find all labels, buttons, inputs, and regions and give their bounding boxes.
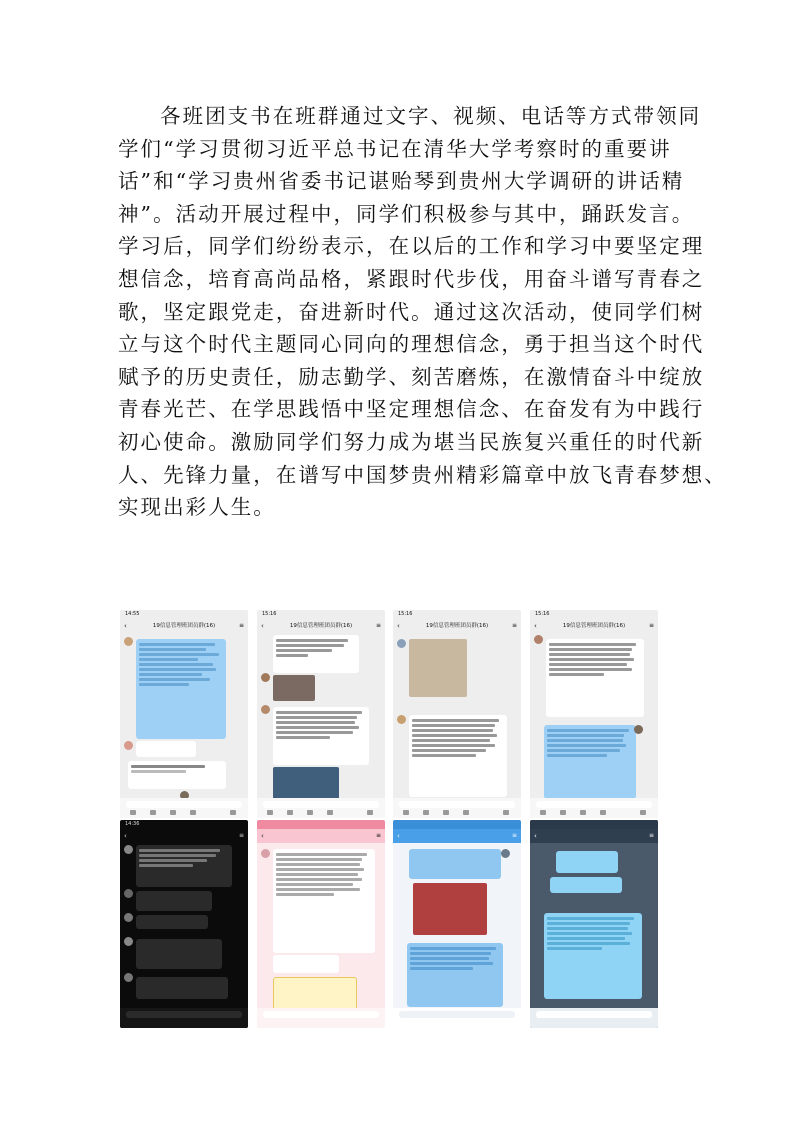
input-bar — [393, 798, 521, 818]
avatar — [124, 973, 133, 982]
paragraph-line: 人、先锋力量，在谱写中国梦贵州精彩篇章中放飞青春梦想、 — [118, 462, 727, 487]
status-bar — [530, 820, 658, 829]
avatar — [124, 637, 133, 646]
chat-bubble — [546, 639, 644, 717]
input-bar — [393, 1008, 521, 1028]
chat-bubble — [136, 639, 226, 739]
emoji-icon[interactable] — [190, 810, 196, 815]
image-icon[interactable] — [287, 810, 293, 815]
chat-bubble — [128, 761, 226, 789]
avatar — [634, 725, 643, 734]
avatar — [261, 673, 270, 682]
chat-body — [393, 633, 521, 798]
avatar — [124, 741, 133, 750]
message-input[interactable] — [263, 801, 379, 808]
avatar — [261, 849, 270, 858]
voice-icon[interactable] — [540, 810, 546, 815]
camera-icon[interactable] — [307, 810, 313, 815]
chat-title-bar — [257, 829, 385, 843]
menu-icon[interactable]: ≡ — [238, 832, 244, 839]
chat-bubble — [273, 635, 359, 673]
paragraph-line: 歌，坚定跟党走，奋进新时代。通过这次活动，使同学们树 — [118, 299, 705, 324]
status-time: 15:16 — [398, 611, 413, 617]
chat-bubble — [136, 845, 232, 887]
image-icon[interactable] — [150, 810, 156, 815]
news-photo — [273, 675, 315, 701]
body-paragraph — [118, 100, 727, 524]
emoji-icon[interactable] — [600, 810, 606, 815]
avatar — [124, 937, 133, 946]
more-icon[interactable] — [230, 810, 236, 815]
back-arrow-icon[interactable]: ‹ — [261, 622, 264, 630]
chat-title-bar — [120, 829, 248, 843]
avatar — [261, 705, 270, 714]
avatar — [124, 845, 133, 854]
message-input[interactable] — [126, 1011, 242, 1018]
chat-bubble — [136, 741, 196, 757]
chat-title: 19信息管理班团员群(16) — [289, 623, 353, 629]
status-time: 15:16 — [262, 611, 277, 617]
chat-title-bar — [257, 619, 385, 633]
status-time: 14:55 — [125, 611, 140, 617]
chat-screenshot-4 — [530, 610, 658, 818]
chat-title-bar — [120, 619, 248, 633]
camera-icon[interactable] — [443, 810, 449, 815]
voice-icon[interactable] — [403, 810, 409, 815]
back-arrow-icon[interactable]: ‹ — [124, 622, 127, 630]
chat-title-bar — [530, 619, 658, 633]
message-input[interactable] — [536, 801, 652, 808]
chat-screenshot-3 — [393, 610, 521, 818]
avatar — [501, 849, 510, 858]
chat-screenshot-1 — [120, 610, 248, 818]
chat-body — [120, 843, 248, 1008]
chat-bubble — [550, 877, 622, 893]
emoji-icon[interactable] — [327, 810, 333, 815]
status-bar — [120, 610, 248, 619]
chat-screenshot-5 — [120, 820, 248, 1028]
more-icon[interactable] — [640, 810, 646, 815]
image-icon[interactable] — [560, 810, 566, 815]
back-arrow-icon[interactable]: ‹ — [124, 832, 127, 840]
avatar — [534, 635, 543, 644]
menu-icon[interactable]: ≡ — [648, 622, 654, 629]
chat-screenshot-6 — [257, 820, 385, 1028]
chat-bubble — [407, 943, 503, 1007]
chat-bubble — [136, 915, 208, 929]
status-bar — [257, 820, 385, 829]
more-icon[interactable] — [503, 810, 509, 815]
voice-icon[interactable] — [267, 810, 273, 815]
input-bar — [120, 1008, 248, 1028]
avatar — [124, 913, 133, 922]
image-icon[interactable] — [423, 810, 429, 815]
chat-screenshot-8 — [530, 820, 658, 1028]
chat-body — [530, 633, 658, 798]
message-input[interactable] — [536, 1011, 652, 1018]
chat-body — [393, 843, 521, 1008]
paragraph-line: 话”和“学习贵州省委书记谌贻琴到贵州大学调研的讲话精 — [118, 169, 685, 194]
chat-title-bar — [393, 619, 521, 633]
paragraph-line: 立与这个时代主题同心同向的理想信念，勇于担当这个时代 — [118, 332, 705, 357]
chat-bubble — [273, 955, 339, 973]
paragraph-line: 实现出彩人生。 — [118, 495, 276, 520]
chat-bubble — [409, 715, 507, 797]
chat-bubble — [544, 913, 642, 999]
paragraph-line: 学们“学习贯彻习近平总书记在清华大学考察时的重要讲 — [118, 136, 672, 161]
input-bar — [120, 798, 248, 818]
status-bar — [120, 820, 248, 829]
message-input[interactable] — [126, 801, 242, 808]
chat-body — [257, 843, 385, 1008]
status-bar — [257, 610, 385, 619]
input-bar — [530, 1008, 658, 1028]
chat-bubble — [556, 851, 618, 873]
avatar — [124, 889, 133, 898]
voice-icon[interactable] — [130, 810, 136, 815]
camera-icon[interactable] — [580, 810, 586, 815]
input-bar — [257, 798, 385, 818]
status-bar — [530, 610, 658, 619]
chat-title-bar — [530, 829, 658, 843]
chat-bubble — [273, 849, 375, 953]
message-input[interactable] — [399, 1011, 515, 1018]
menu-icon[interactable]: ≡ — [238, 622, 244, 629]
back-arrow-icon[interactable]: ‹ — [534, 622, 537, 630]
chat-bubble — [136, 977, 228, 999]
input-bar — [257, 1008, 385, 1028]
status-bar — [393, 820, 521, 829]
menu-icon[interactable]: ≡ — [511, 622, 517, 629]
avatar — [397, 639, 406, 648]
meeting-photo — [413, 883, 487, 935]
chat-bubble — [544, 725, 636, 799]
paragraph-line: 初心使命。激励同学们努力成为堪当民族复兴重任的时代新 — [118, 429, 705, 454]
chat-bubble — [136, 891, 212, 911]
emoji-icon[interactable] — [463, 810, 469, 815]
chat-bubble — [273, 707, 369, 765]
back-arrow-icon[interactable]: ‹ — [397, 832, 400, 840]
back-arrow-icon[interactable]: ‹ — [534, 832, 537, 840]
chat-title: 19信息管理班团员群(16) — [425, 623, 489, 629]
message-input[interactable] — [399, 801, 515, 808]
paragraph-line: 青春光芒、在学思践悟中坚定理想信念、在奋发有为中践行 — [118, 397, 705, 422]
back-arrow-icon[interactable]: ‹ — [261, 832, 264, 840]
chat-bubble — [136, 939, 222, 969]
menu-icon[interactable]: ≡ — [375, 832, 381, 839]
back-arrow-icon[interactable]: ‹ — [397, 622, 400, 630]
paragraph-line: 各班团支书在班群通过文字、视频、电话等方式带领同 — [160, 104, 702, 128]
chat-title-bar — [393, 829, 521, 843]
paragraph-line: 想信念，培育高尚品格，紧跟时代步伐，用奋斗谱写青春之 — [118, 266, 705, 291]
chat-body — [257, 633, 385, 798]
status-time: 15:16 — [535, 611, 550, 617]
chat-body — [530, 843, 658, 1008]
menu-icon[interactable]: ≡ — [375, 622, 381, 629]
input-bar — [530, 798, 658, 818]
more-icon[interactable] — [367, 810, 373, 815]
chat-screenshot-7 — [393, 820, 521, 1028]
chat-screenshot-2 — [257, 610, 385, 818]
status-bar — [393, 610, 521, 619]
message-input[interactable] — [263, 1011, 379, 1018]
chat-body — [120, 633, 248, 798]
status-time: 14:36 — [125, 821, 140, 827]
avatar — [397, 715, 406, 724]
chat-title: 19信息管理班团员群(16) — [562, 623, 626, 629]
paragraph-line: 神”。活动开展过程中，同学们积极参与其中，踊跃发言。 — [118, 201, 695, 226]
chat-title: 19信息管理班团员群(16) — [152, 623, 216, 629]
paragraph-line: 赋予的历史责任，励志勤学、刻苦磨炼，在激情奋斗中绽放 — [118, 364, 705, 389]
menu-icon[interactable]: ≡ — [648, 832, 654, 839]
menu-icon[interactable]: ≡ — [511, 832, 517, 839]
camera-icon[interactable] — [170, 810, 176, 815]
paragraph-line: 学习后，同学们纷纷表示，在以后的工作和学习中要坚定理 — [118, 234, 705, 259]
news-photo — [409, 639, 467, 697]
chat-bubble — [409, 849, 501, 879]
